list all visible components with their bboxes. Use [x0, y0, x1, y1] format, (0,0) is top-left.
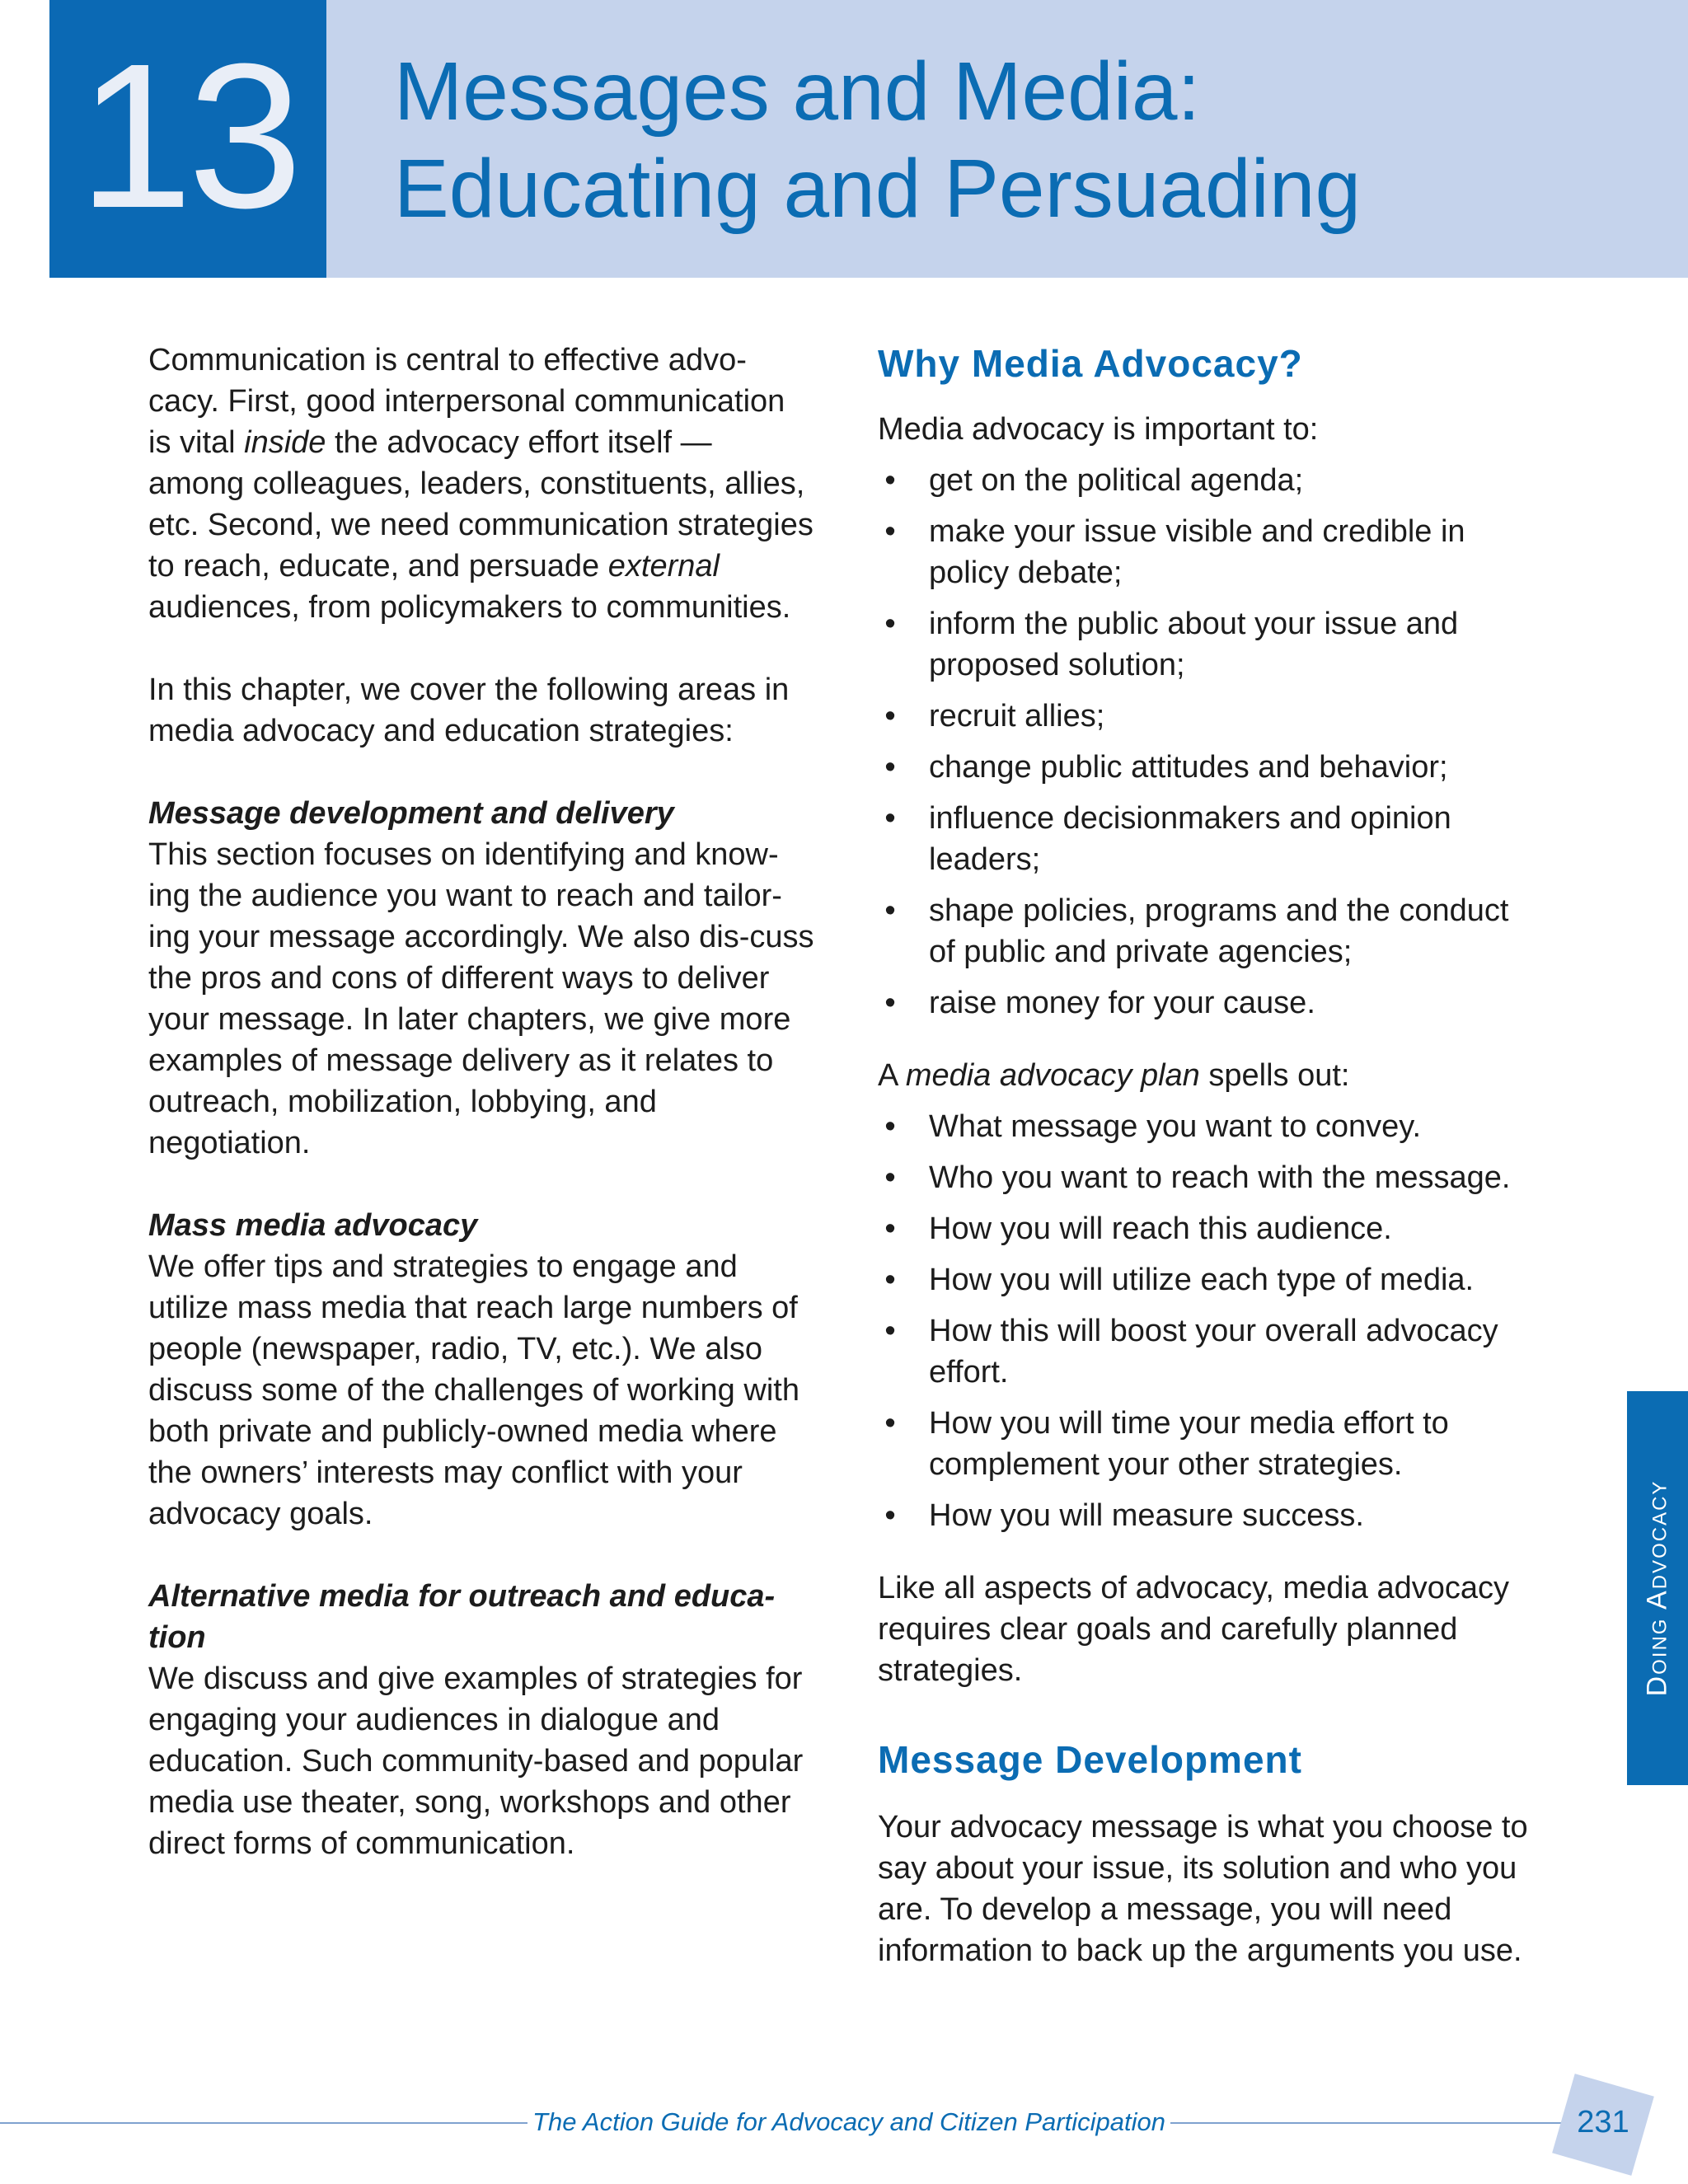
section-heading: Message development and delivery — [148, 796, 674, 831]
section-mass-media — [148, 1205, 816, 1535]
plan-bullet-list — [878, 1106, 1537, 1536]
list-item — [878, 982, 1537, 1024]
intro-emphasis-inside: inside — [244, 425, 326, 460]
intro-text: the advocacy effort itself — among colleagues, leaders, constituents, allies, etc. Second, we need communication strategies to reach, educate, and persuade — [148, 425, 814, 583]
why-media-advocacy-heading: Why Media Advocacy? — [878, 342, 1303, 385]
section-heading: Alternative media for outreach and educa-tion — [148, 1579, 776, 1655]
list-item-text: shape policies, programs and the conduct of public and private agencies; — [929, 893, 1509, 969]
why-bullet-list — [878, 460, 1537, 1024]
footer-rule-right — [1170, 2122, 1566, 2124]
right-column — [878, 340, 1537, 1971]
list-item — [878, 1495, 1537, 1536]
list-item-text: Who you want to reach with the message. — [929, 1160, 1511, 1195]
message-development-heading: Message Development — [878, 1738, 1302, 1781]
list-item — [878, 1208, 1537, 1249]
list-item-text: recruit allies; — [929, 699, 1105, 733]
list-item — [878, 696, 1537, 737]
section-message-development — [148, 793, 816, 1164]
list-item — [878, 1259, 1537, 1301]
intro-text: audiences, from policymakers to communities. — [148, 590, 791, 625]
bullet-icon: • — [884, 514, 896, 549]
side-tab-label: Doing Advocacy — [1641, 1479, 1673, 1697]
bullet-icon: • — [884, 1109, 896, 1144]
list-item-text: inform the public about your issue and proposed solution; — [929, 607, 1459, 682]
bullet-icon: • — [884, 1212, 896, 1246]
bullet-icon: • — [884, 801, 896, 836]
section-body: We offer tips and strategies to engage and utilize mass media that reach large numbers of people (newspaper, radio, TV, etc.). We also discuss some of the challenges of working with both private and publicly-owned media where the owners’ interests may conflict with your advocacy goals. — [148, 1249, 799, 1531]
list-item-text: raise money for your cause. — [929, 986, 1315, 1020]
plan-intro — [878, 1055, 1537, 1096]
list-item — [878, 1310, 1537, 1393]
message-development-body: Your advocacy message is what you choose to say about your issue, its solution and who you are. To develop a message, you will need information to back up the arguments you use. — [878, 1810, 1528, 1968]
plan-intro-emphasis: media advocacy plan — [905, 1058, 1200, 1093]
chapter-title-line1: Messages and Media: — [394, 45, 1201, 138]
list-item-text: What message you want to convey. — [929, 1109, 1422, 1144]
footer-book-title: The Action Guide for Advocacy and Citizen Participation — [528, 2106, 1170, 2139]
list-item — [878, 890, 1537, 972]
bullet-icon: • — [884, 1314, 896, 1348]
chapter-number: 13 — [77, 21, 298, 251]
intro-text: Communication is central to effective advo-cacy. First, good interpersonal communication is vital — [148, 343, 785, 460]
footer-rule-left — [0, 2122, 528, 2124]
section-body: We discuss and give examples of strategies for engaging your audiences in dialogue and education. Such community-based and popular media use theater, song, workshops and other direct forms of communication. — [148, 1661, 804, 1861]
bullet-icon: • — [884, 607, 896, 641]
list-item — [878, 603, 1537, 686]
plan-intro-text: spells out: — [1199, 1058, 1350, 1093]
list-item-text: How you will time your media effort to complement your other strategies. — [929, 1406, 1449, 1482]
list-item-text: How you will reach this audience. — [929, 1212, 1392, 1246]
section-heading: Mass media advocacy — [148, 1208, 478, 1243]
left-column — [148, 340, 816, 1905]
chapter-title-line2: Educating and Persuading — [394, 143, 1362, 235]
bullet-icon: • — [884, 699, 896, 733]
list-item-text: change public attitudes and behavior; — [929, 750, 1448, 785]
list-item-text: influence decisionmakers and opinion leaders; — [929, 801, 1451, 877]
why-intro: Media advocacy is important to: — [878, 412, 1319, 447]
chapter-areas-paragraph: In this chapter, we cover the following areas in media advocacy and education strategies: — [148, 673, 790, 748]
list-item — [878, 747, 1537, 788]
plan-intro-text: A — [878, 1058, 906, 1093]
list-item — [878, 1403, 1537, 1485]
bullet-icon: • — [884, 750, 896, 785]
page-number: 231 — [1577, 2105, 1629, 2139]
bullet-icon: • — [884, 1160, 896, 1195]
list-item — [878, 798, 1537, 880]
bullet-icon: • — [884, 986, 896, 1020]
section-body: This section focuses on identifying and know-ing the audience you want to reach and tailor-ing your message accordingly. We also dis-cuss the pros and cons of different ways to deliver your message. In later chapters, we give more examples of message delivery as it relates to outreach, mobilization, lobbying, and negotiation. — [148, 837, 814, 1160]
list-item — [878, 1157, 1537, 1198]
list-item-text: How this will boost your overall advocacy effort. — [929, 1314, 1498, 1390]
section-alternative-media — [148, 1576, 816, 1864]
list-item-text: make your issue visible and credible in policy debate; — [929, 514, 1465, 590]
bullet-icon: • — [884, 1406, 896, 1441]
bullet-icon: • — [884, 1263, 896, 1297]
intro-paragraph — [148, 340, 816, 628]
list-item-text: How you will measure success. — [929, 1498, 1364, 1533]
list-item-text: get on the political agenda; — [929, 463, 1304, 498]
section-side-tab — [1627, 1391, 1688, 1785]
bullet-icon: • — [884, 463, 896, 498]
list-item — [878, 460, 1537, 501]
list-item-text: How you will utilize each type of media. — [929, 1263, 1475, 1297]
list-item — [878, 1106, 1537, 1147]
list-item — [878, 511, 1537, 593]
closing-paragraph: Like all aspects of advocacy, media advocacy requires clear goals and carefully planned strategies. — [878, 1571, 1510, 1688]
bullet-icon: • — [884, 893, 896, 928]
chapter-title — [394, 43, 1361, 237]
intro-emphasis-external: external — [607, 549, 720, 583]
bullet-icon: • — [884, 1498, 896, 1533]
